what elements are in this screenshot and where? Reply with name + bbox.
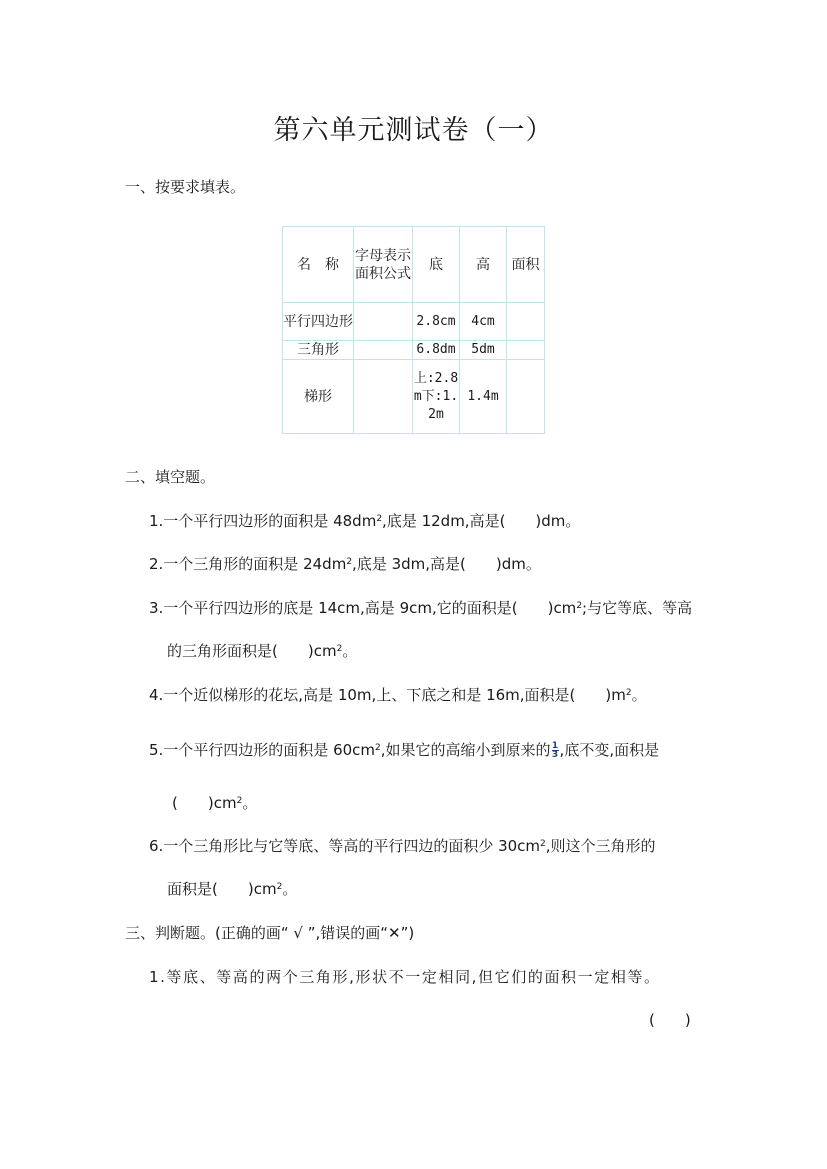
header-base: 底 <box>413 227 460 303</box>
section-1-heading: 一、按要求填表。 <box>125 178 246 196</box>
table-row <box>283 360 545 434</box>
q5-text-d: ( )cm <box>172 794 237 812</box>
fill-question-5-line-2 <box>172 792 257 813</box>
q1-text-b: ,底是 12dm,高是( )dm。 <box>382 512 581 530</box>
row-height: 4cm <box>460 303 507 341</box>
row-name: 平行四边形 <box>283 303 354 341</box>
row-height: 1.4m <box>460 360 507 434</box>
q5-text-a: 5.一个平行四边形的面积是 60cm <box>149 741 376 759</box>
q6-sup: 2 <box>540 839 546 849</box>
header-height: 高 <box>460 227 507 303</box>
q6-text-a: 6.一个三角形比与它等底、等高的平行四边的面积少 30cm <box>149 837 541 855</box>
row-formula-cell[interactable] <box>354 303 413 341</box>
q4-text-b: 。 <box>631 686 647 704</box>
q5-text-c: ,底不变,面积是 <box>559 741 660 759</box>
q6-text-b: ,则这个三角形的 <box>545 837 656 855</box>
fill-question-3-line-2 <box>167 640 357 661</box>
header-area: 面积 <box>507 227 545 303</box>
header-name: 名 称 <box>283 227 354 303</box>
section-2-heading: 二、填空题。 <box>125 468 216 486</box>
q2-text-a: 2.一个三角形的面积是 24dm <box>149 555 347 573</box>
q3-text-d: 。 <box>342 642 358 660</box>
q4-text-a: 4.一个近似梯形的花坛,高是 10m,上、下底之和是 16m,面积是( )m <box>149 686 626 704</box>
row-area-cell[interactable] <box>507 303 545 341</box>
q2-text-b: ,底是 3dm,高是( )dm。 <box>352 555 541 573</box>
header-formula: 字母表示面积公式 <box>354 227 413 303</box>
table-row <box>283 303 545 341</box>
fill-question-5-line-1 <box>149 739 659 760</box>
judge-question-1: 1.等底、等高的两个三角形,形状不一定相同,但它们的面积一定相等。 <box>149 968 661 986</box>
q3-text-a: 3.一个平行四边形的底是 14cm,高是 9cm,它的面积是( )cm <box>149 599 577 617</box>
fill-table <box>282 226 545 434</box>
row-formula-cell[interactable] <box>354 341 413 360</box>
q3-text-c: 的三角形面积是( )cm <box>167 642 337 660</box>
row-base: 6.8dm <box>413 341 460 360</box>
fill-question-1 <box>149 510 580 531</box>
q6-text-d: 。 <box>282 880 298 898</box>
fraction-denominator: 3 <box>551 750 559 760</box>
section-3-heading: 三、判断题。(正确的画“ √ ”,错误的画“✕”) <box>125 924 415 942</box>
q6-text-c: 面积是( )cm <box>167 880 277 898</box>
page-title: 第六单元测试卷（一） <box>273 115 554 146</box>
q1-text-a: 1.一个平行四边形的面积是 48dm <box>149 512 377 530</box>
fill-question-6-line-2 <box>167 878 297 899</box>
q3-text-b: ;与它等底、等高 <box>582 599 693 617</box>
row-area-cell[interactable] <box>507 341 545 360</box>
row-base: 2.8cm <box>413 303 460 341</box>
judge-answer-paren[interactable]: ( ) <box>649 1011 691 1029</box>
one-third-fraction <box>552 742 559 759</box>
fill-question-4 <box>149 684 647 705</box>
q3-sup-2: 2 <box>336 644 343 654</box>
q3-sup: 2 <box>576 601 583 611</box>
fraction-numerator: 1 <box>551 741 559 751</box>
q5-sup-2: 2 <box>236 796 243 806</box>
q5-text-b: ,如果它的高缩小到原来的 <box>380 741 551 759</box>
fill-question-6-line-1 <box>149 835 656 856</box>
q5-sup: 2 <box>375 743 381 753</box>
fill-question-3-line-1 <box>149 597 692 618</box>
row-base: 上:2.8m下:1.2m <box>413 360 460 434</box>
q1-sup: 2 <box>376 514 383 524</box>
row-name: 三角形 <box>283 341 354 360</box>
q5-text-e: 。 <box>242 794 258 812</box>
q4-sup: 2 <box>625 688 632 698</box>
fill-question-2 <box>149 553 541 574</box>
row-name: 梯形 <box>283 360 354 434</box>
row-formula-cell[interactable] <box>354 360 413 434</box>
q2-sup: 2 <box>346 557 353 567</box>
table-header-row <box>283 227 545 303</box>
row-height: 5dm <box>460 341 507 360</box>
q6-sup-2: 2 <box>276 882 283 892</box>
table-row <box>283 341 545 360</box>
row-area-cell[interactable] <box>507 360 545 434</box>
